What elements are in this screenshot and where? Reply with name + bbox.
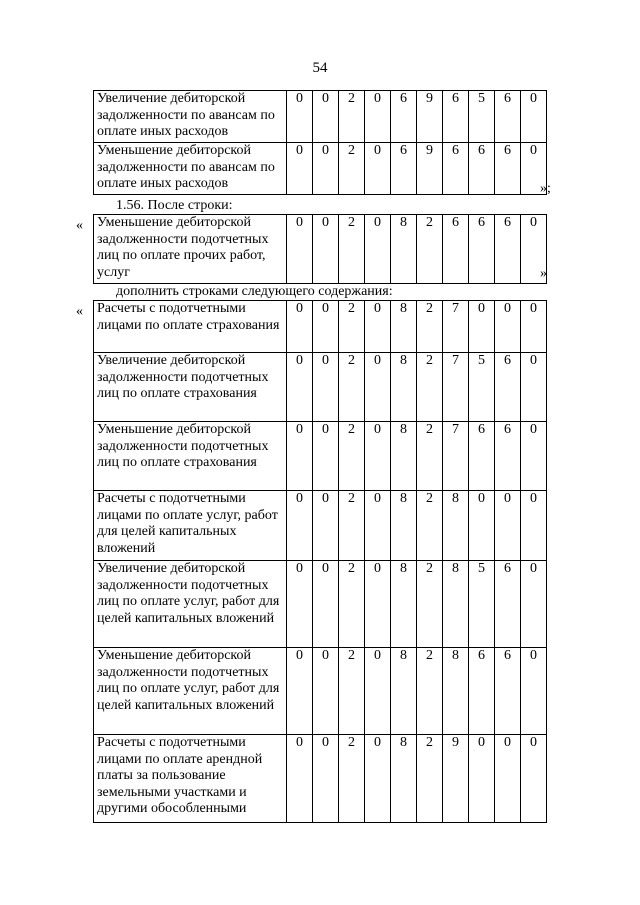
code-digit: 0 — [365, 735, 391, 823]
code-digit: 6 — [495, 648, 521, 735]
code-digit: 6 — [495, 422, 521, 491]
code-digit: 0 — [313, 648, 339, 735]
code-digit: 0 — [365, 353, 391, 422]
code-digit: 0 — [313, 491, 339, 561]
code-digit: 8 — [443, 491, 469, 561]
code-digit: 5 — [469, 561, 495, 648]
code-digit: 8 — [391, 491, 417, 561]
code-digit: 0 — [287, 215, 313, 284]
code-digit: 0 — [469, 735, 495, 823]
open-quote: « — [76, 304, 83, 319]
code-digit: 0 — [313, 735, 339, 823]
code-digit: 0 — [365, 215, 391, 284]
table-row — [94, 561, 547, 648]
code-digit: 8 — [443, 561, 469, 648]
code-digit: 2 — [417, 735, 443, 823]
code-digit: 6 — [469, 648, 495, 735]
code-digit: 0 — [287, 561, 313, 648]
open-quote: « — [76, 218, 83, 233]
table-row — [94, 491, 547, 561]
code-digit: 6 — [469, 143, 495, 195]
code-digit: 2 — [417, 353, 443, 422]
code-digit: 6 — [495, 215, 521, 284]
code-digit: 0 — [287, 648, 313, 735]
code-digit: 0 — [521, 301, 547, 353]
close-quote: »; — [540, 181, 551, 196]
code-digit: 0 — [495, 735, 521, 823]
row-description: Уменьшение дебиторской задолженности подотчетных лиц по оплате услуг, работ для целей капитальных вложений — [94, 648, 287, 735]
code-digit: 5 — [469, 353, 495, 422]
code-digit: 5 — [469, 91, 495, 143]
row-description: Увеличение дебиторской задолженности по авансам по оплате иных расходов — [94, 91, 287, 143]
code-digit: 0 — [287, 353, 313, 422]
code-digit: 9 — [417, 91, 443, 143]
row-description: Увеличение дебиторской задолженности подотчетных лиц по оплате страхования — [94, 353, 287, 422]
code-digit: 9 — [417, 143, 443, 195]
code-digit: 2 — [339, 143, 365, 195]
code-digit: 9 — [443, 735, 469, 823]
code-digit: 0 — [365, 301, 391, 353]
code-digit: 0 — [521, 561, 547, 648]
table-row — [94, 215, 547, 284]
code-digit: 2 — [339, 422, 365, 491]
code-digit: 0 — [521, 353, 547, 422]
code-digit: 6 — [443, 143, 469, 195]
code-digit: 0 — [521, 491, 547, 561]
table-row — [94, 91, 547, 143]
code-digit: 0 — [521, 143, 547, 195]
code-digit: 6 — [443, 215, 469, 284]
row-description: Уменьшение дебиторской задолженности подотчетных лиц по оплате прочих работ, услуг — [94, 215, 287, 284]
code-digit: 0 — [521, 91, 547, 143]
code-digit: 0 — [287, 91, 313, 143]
code-digit: 8 — [391, 301, 417, 353]
code-digit: 8 — [391, 422, 417, 491]
code-digit: 2 — [417, 648, 443, 735]
code-digit: 2 — [417, 491, 443, 561]
code-digit: 0 — [313, 143, 339, 195]
code-digit: 0 — [365, 91, 391, 143]
code-digit: 8 — [391, 648, 417, 735]
table-row — [94, 143, 547, 195]
row-description: Уменьшение дебиторской задолженности по авансам по оплате иных расходов — [94, 143, 287, 195]
code-digit: 6 — [391, 91, 417, 143]
code-digit: 8 — [443, 648, 469, 735]
code-digit: 0 — [365, 143, 391, 195]
table-3 — [93, 300, 547, 823]
code-digit: 6 — [495, 143, 521, 195]
code-digit: 0 — [365, 561, 391, 648]
row-description: Уменьшение дебиторской задолженности подотчетных лиц по оплате страхования — [94, 422, 287, 491]
code-digit: 7 — [443, 301, 469, 353]
code-digit: 7 — [443, 353, 469, 422]
code-digit: 6 — [469, 215, 495, 284]
code-digit: 0 — [313, 353, 339, 422]
code-digit: 0 — [313, 215, 339, 284]
row-description: Расчеты с подотчетными лицами по оплате страхования — [94, 301, 287, 353]
table-row — [94, 648, 547, 735]
table-row — [94, 735, 547, 823]
code-digit: 0 — [287, 735, 313, 823]
page-number: 54 — [312, 60, 328, 76]
code-digit: 0 — [287, 491, 313, 561]
code-digit: 2 — [417, 215, 443, 284]
code-digit: 6 — [443, 91, 469, 143]
code-digit: 0 — [521, 422, 547, 491]
supplement-text: дополнить строками следующего содержания: — [116, 284, 393, 299]
code-digit: 8 — [391, 353, 417, 422]
code-digit: 2 — [339, 648, 365, 735]
table-row — [94, 422, 547, 491]
code-digit: 0 — [313, 422, 339, 491]
code-digit: 0 — [521, 735, 547, 823]
code-digit: 0 — [495, 301, 521, 353]
code-digit: 2 — [417, 561, 443, 648]
row-description: Увеличение дебиторской задолженности подотчетных лиц по оплате услуг, работ для целей капитальных вложений — [94, 561, 287, 648]
code-digit: 0 — [469, 301, 495, 353]
code-digit: 8 — [391, 735, 417, 823]
code-digit: 7 — [443, 422, 469, 491]
close-quote: » — [540, 266, 547, 281]
code-digit: 0 — [495, 491, 521, 561]
row-description: Расчеты с подотчетными лицами по оплате услуг, работ для целей капитальных вложений — [94, 491, 287, 561]
code-digit: 0 — [287, 301, 313, 353]
code-digit: 0 — [313, 91, 339, 143]
code-digit: 2 — [339, 735, 365, 823]
code-digit: 2 — [339, 561, 365, 648]
code-digit: 0 — [365, 422, 391, 491]
code-digit: 2 — [339, 353, 365, 422]
code-digit: 2 — [417, 301, 443, 353]
code-digit: 6 — [469, 422, 495, 491]
table-2 — [93, 214, 547, 284]
code-digit: 6 — [495, 353, 521, 422]
code-digit: 8 — [391, 561, 417, 648]
code-digit: 2 — [339, 215, 365, 284]
code-digit: 0 — [365, 491, 391, 561]
table-row — [94, 353, 547, 422]
table-1 — [93, 90, 547, 195]
code-digit: 0 — [521, 215, 547, 284]
code-digit: 2 — [339, 91, 365, 143]
code-digit: 8 — [391, 215, 417, 284]
item-heading: 1.56. После строки: — [116, 198, 233, 213]
code-digit: 0 — [287, 422, 313, 491]
table-row — [94, 301, 547, 353]
code-digit: 0 — [521, 648, 547, 735]
code-digit: 6 — [391, 143, 417, 195]
code-digit: 6 — [495, 561, 521, 648]
code-digit: 0 — [287, 143, 313, 195]
code-digit: 2 — [417, 422, 443, 491]
code-digit: 6 — [495, 91, 521, 143]
code-digit: 2 — [339, 301, 365, 353]
row-description: Расчеты с подотчетными лицами по оплате арендной платы за пользование земельными участками и другими обособленными — [94, 735, 287, 823]
code-digit: 2 — [339, 491, 365, 561]
code-digit: 0 — [313, 301, 339, 353]
code-digit: 0 — [365, 648, 391, 735]
code-digit: 0 — [469, 491, 495, 561]
code-digit: 0 — [313, 561, 339, 648]
